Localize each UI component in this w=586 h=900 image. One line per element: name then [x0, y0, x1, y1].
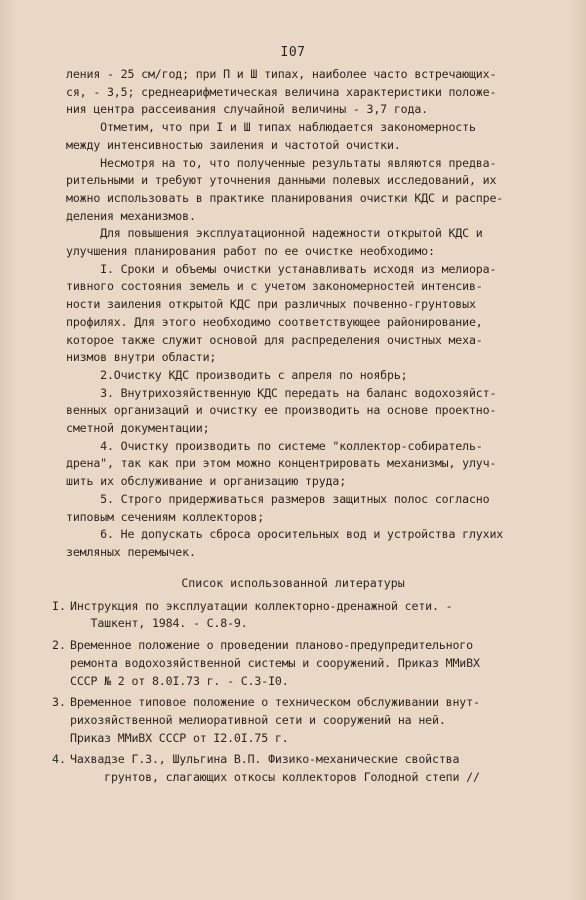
- text-line: деления механизмов.: [66, 208, 196, 223]
- text-line: которое также служит основой для распределения очистных меха-: [66, 332, 483, 347]
- text-line: сметной документации;: [66, 421, 210, 436]
- reference-text: Временное типовое положение о техническом обслуживании внут- рихозяйственной мелиоративной сети и сооружений на ней. Приказ ММиВХ СССР от I2.0I.75 г.: [70, 695, 480, 745]
- text-line: 6. Не допускать сброса оросительных вод и устройства глухих: [66, 527, 504, 542]
- text-line: типовым сечениям коллекторов;: [66, 509, 265, 524]
- text-line: дрена", так как при этом можно концентрировать механизмы, улуч-: [66, 456, 497, 471]
- text-line: между интенсивностью заиления и частотой очистки.: [66, 137, 401, 152]
- text-line: 4. Очистку производить по системе "коллектор-собиратель-: [66, 438, 483, 453]
- text-line: тивного состояния земель и с учетом закономерностей интенсив-: [66, 279, 483, 294]
- text-line: ления - 25 см/год; при П и Ш типах, наиболее часто встречающих-: [66, 67, 497, 81]
- text-line: венных организаций и очистку ее производить на основе проектно-: [66, 403, 497, 418]
- text-line: улучшения планирования работ по ее очистке необходимо:: [66, 244, 435, 259]
- references-list: [52, 598, 520, 787]
- text-line: шить их обслуживание и организацию труда;: [66, 474, 347, 489]
- reference-number: I.: [52, 598, 66, 613]
- text-line: ности заиления открытой КДС при различных почвенно-грунтовых: [66, 297, 476, 312]
- text-line: рительными и требуют уточнения данными полевых исследований, их: [66, 173, 497, 188]
- reference-item: [52, 694, 520, 747]
- references-heading: Список использованной литературы: [181, 575, 405, 590]
- reference-text: Временное положение о проведении планово-предупредительного ремонта водохозяйственной системы и сооружений. Приказ ММиВХ СССР № 2 от 8.0I.73 г. - С.3-I0.: [70, 638, 480, 688]
- reference-item: [52, 751, 520, 786]
- reference-item: [52, 598, 520, 633]
- text-line: 2.Очистку КДС производить с апреля по ноябрь;: [66, 367, 408, 382]
- text-line: 5. Строго придерживаться размеров защитных полос согласно: [66, 491, 490, 506]
- text-line: Отметим, что при I и Ш типах наблюдается закономерность: [66, 120, 476, 135]
- text-line: земляных перемычек.: [66, 544, 196, 559]
- reference-number: 3.: [52, 695, 66, 710]
- text-line: профилях. Для этого необходимо соответствующее районирование,: [66, 314, 483, 329]
- text-line: можно использовать в практике планирования очистки КДС и распре-: [66, 190, 504, 205]
- reference-number: 4.: [52, 752, 66, 767]
- text-line: Несмотря на то, что полученные результаты являются предва-: [66, 155, 497, 170]
- text-line: низмов внутри области;: [66, 350, 217, 365]
- reference-text: Чахвадзе Г.З., Шульгина В.П. Физико-механические свойства грунтов, слагающих откосы коллекторов Голодной степи //: [70, 752, 480, 785]
- text-line: ния центра рассеивания случайной величины - 3,7 года.: [66, 102, 428, 117]
- body-text: [66, 66, 520, 562]
- text-line: I. Сроки и объемы очистки устанавливать исходя из мелиора-: [66, 261, 497, 276]
- text-line: 3. Внутрихозяйственную КДС передать на баланс водохозяйст-: [66, 385, 497, 400]
- text-line: ся, - 3,5; среднеарифметическая величина характеристики положе-: [66, 84, 497, 99]
- reference-number: 2.: [52, 638, 66, 653]
- reference-text: Инструкция по эксплуатации коллекторно-дренажной сети. - Ташкент, 1984. - С.8-9.: [70, 598, 453, 631]
- text-line: Для повышения эксплуатационной надежности открытой КДС и: [66, 226, 483, 241]
- reference-item: [52, 637, 520, 690]
- page-number: I07: [280, 45, 306, 60]
